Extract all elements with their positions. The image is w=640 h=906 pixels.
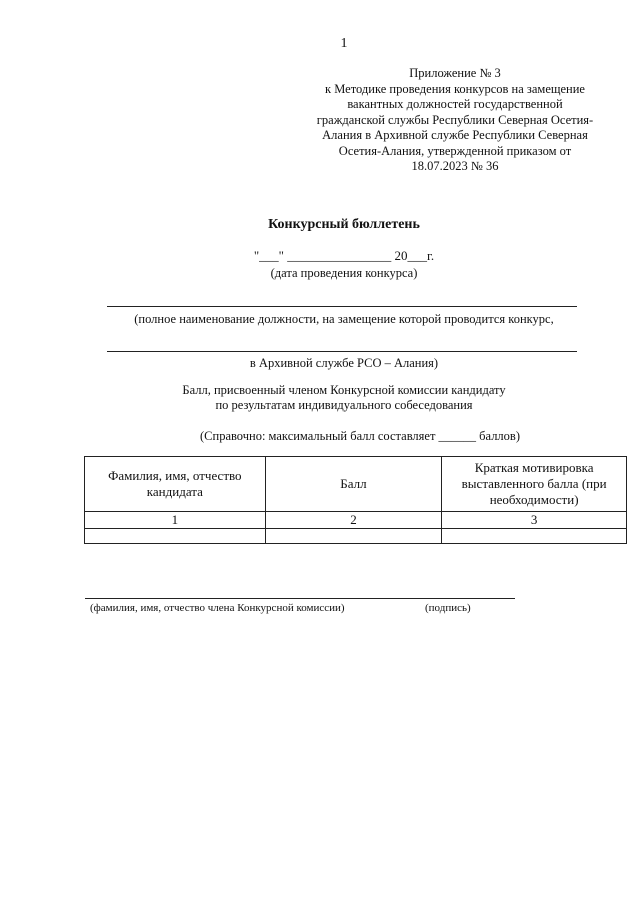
- table-row: [85, 529, 627, 544]
- table-header-row: [85, 457, 627, 512]
- bulletin-table: [84, 456, 627, 544]
- table-cell: [265, 529, 442, 544]
- header-candidate-name: Фамилия, имя, отчество кандидата: [85, 457, 266, 512]
- appendix-line: гражданской службы Республики Северная Осетия-: [316, 112, 594, 127]
- date-field: "___" ________________ 20___г.: [253, 248, 435, 263]
- score-text-line: Балл, присвоенный членом Конкурсной комиссии кандидату: [182, 383, 506, 397]
- header-score: Балл: [265, 457, 442, 512]
- reference-note: (Справочно: максимальный балл составляет ______ баллов): [200, 429, 520, 443]
- appendix-line: Приложение № 3: [409, 66, 501, 80]
- score-text-line: по результатам индивидуального собеседования: [215, 398, 473, 412]
- column-number: 1: [85, 512, 266, 529]
- member-name-caption: (фамилия, имя, отчество члена Конкурсной комиссии): [90, 602, 345, 614]
- signature-caption: (подпись): [425, 602, 471, 614]
- document-title: Конкурсный бюллетень: [268, 217, 420, 232]
- appendix-line: вакантных должностей государственной: [347, 97, 563, 111]
- position-caption: (полное наименование должности, на замещение которой проводится конкурс,: [134, 312, 554, 326]
- service-caption: в Архивной службе РСО – Алания): [249, 356, 439, 370]
- position-line-2: [107, 351, 577, 352]
- page-number: 1: [340, 36, 348, 51]
- appendix-line: 18.07.2023 № 36: [411, 159, 499, 173]
- signature-line: [85, 598, 515, 599]
- column-number: 3: [442, 512, 627, 529]
- table-cell: [442, 529, 627, 544]
- table-cell: [85, 529, 266, 544]
- position-line: [107, 306, 577, 307]
- appendix-line: Алания в Архивной службе Республики Северная: [322, 128, 588, 142]
- appendix-line: к Методике проведения конкурсов на замещение: [325, 81, 585, 96]
- score-description: [0, 383, 640, 413]
- column-number: 2: [265, 512, 442, 529]
- appendix-line: Осетия-Алания, утвержденной приказом от: [338, 143, 572, 158]
- date-caption: (дата проведения конкурса): [270, 266, 418, 280]
- appendix-block: [290, 66, 620, 175]
- table-numbering-row: [85, 512, 627, 529]
- header-motivation: Краткая мотивировка выставленного балла (при необходимости): [442, 457, 627, 512]
